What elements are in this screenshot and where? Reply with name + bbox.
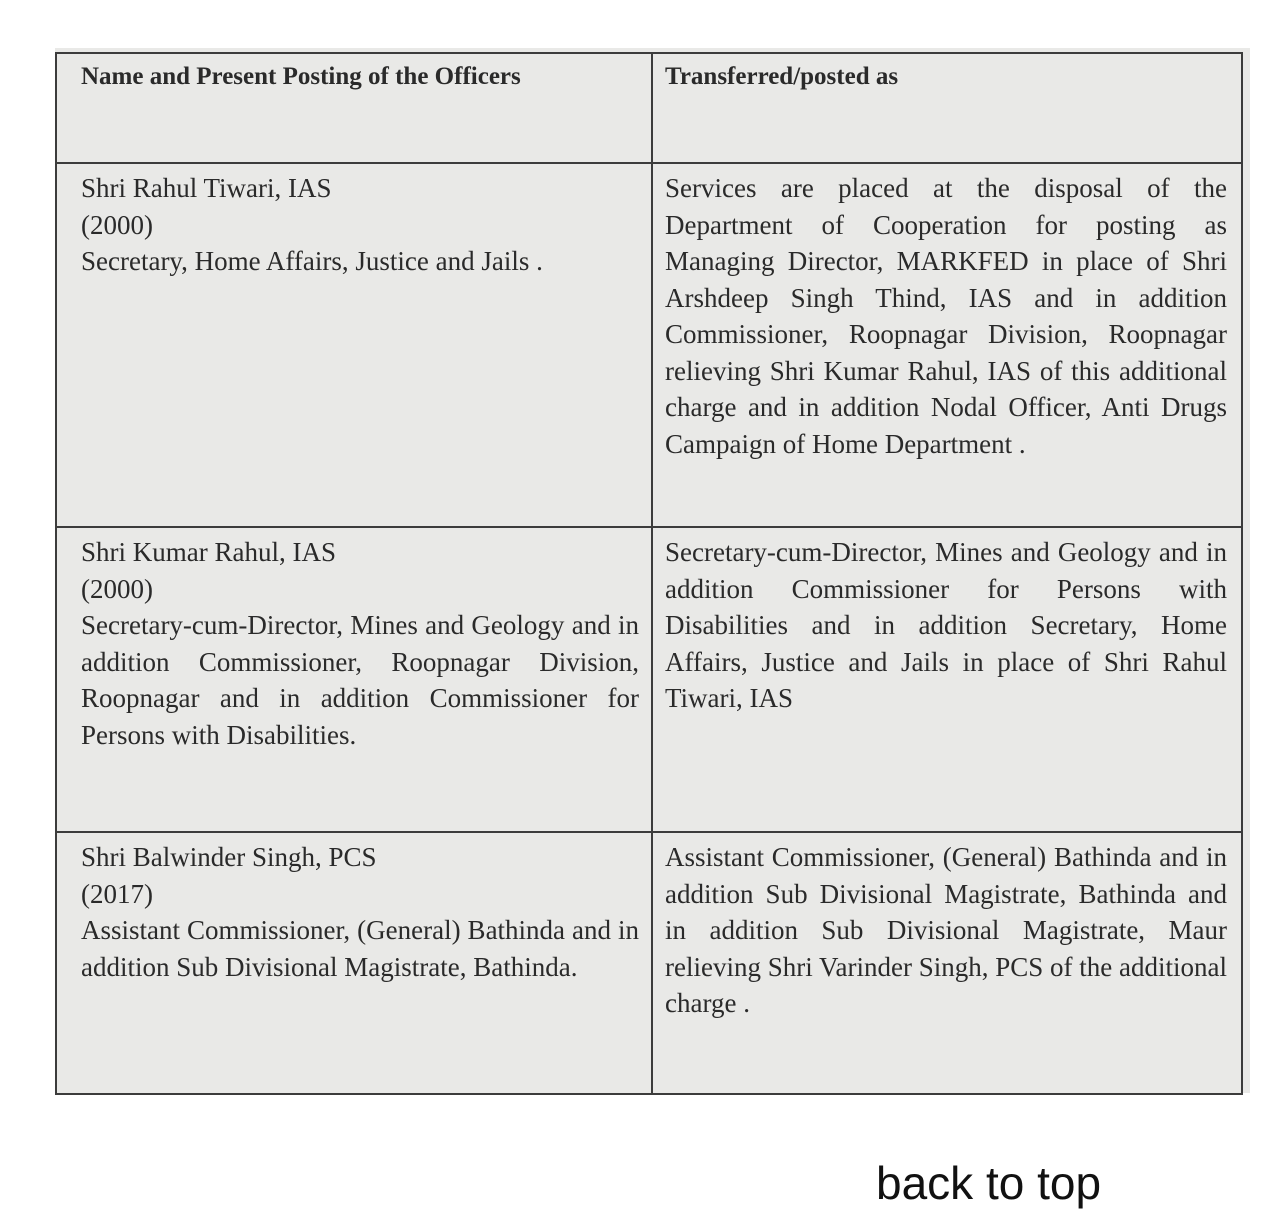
officer-name: Shri Kumar Rahul, IAS — [81, 537, 336, 567]
transferred-cell: Services are placed at the disposal of the Department of Cooperation for posting as Managing Director, MARKFED in place of Shri Arshdeep Singh Thind, IAS and in addition Commissioner, Roopnagar Division, Roopnagar relieving Shri Kumar Rahul, IAS of this additional charge and in addition Nodal Officer, Anti Drugs Campaign of Home Department . — [652, 163, 1242, 527]
table-row — [56, 832, 1242, 1094]
transferred-cell: Assistant Commissioner, (General) Bathinda and in addition Sub Divisional Magistrate, Bathinda and in addition Sub Divisional Magistrate, Maur relieving Shri Varinder Singh, PCS of the additional charge . — [652, 832, 1242, 1094]
table-row — [56, 163, 1242, 527]
officer-batch: (2000) — [81, 573, 153, 604]
transferred-cell: Secretary-cum-Director, Mines and Geology and in addition Commissioner for Persons with Disabilities and in addition Secretary, Home Affairs, Justice and Jails in place of Shri Rahul Tiwari, IAS — [652, 527, 1242, 832]
back-to-top-link[interactable]: back to top — [876, 1157, 1102, 1209]
transfer-order-table — [55, 52, 1243, 1095]
officer-batch: (2017) — [81, 878, 153, 909]
table-header-row — [56, 53, 1242, 163]
header-officers: Name and Present Posting of the Officers — [56, 53, 652, 163]
present-posting: Secretary-cum-Director, Mines and Geology and in addition Commissioner, Roopnagar Division, Roopnagar and in addition Commissioner for Persons with Disabilities. — [81, 610, 639, 750]
officer-name: Shri Balwinder Singh, PCS — [81, 842, 377, 872]
officer-cell — [56, 832, 652, 1094]
officer-name: Shri Rahul Tiwari, IAS — [81, 173, 332, 203]
table-row — [56, 527, 1242, 832]
present-posting: Assistant Commissioner, (General) Bathinda and in addition Sub Divisional Magistrate, Bathinda. — [81, 915, 639, 982]
header-transferred: Transferred/posted as — [652, 53, 1242, 163]
officer-cell — [56, 163, 652, 527]
present-posting: Secretary, Home Affairs, Justice and Jails . — [81, 246, 543, 276]
officer-batch: (2000) — [81, 209, 153, 240]
officer-cell — [56, 527, 652, 832]
